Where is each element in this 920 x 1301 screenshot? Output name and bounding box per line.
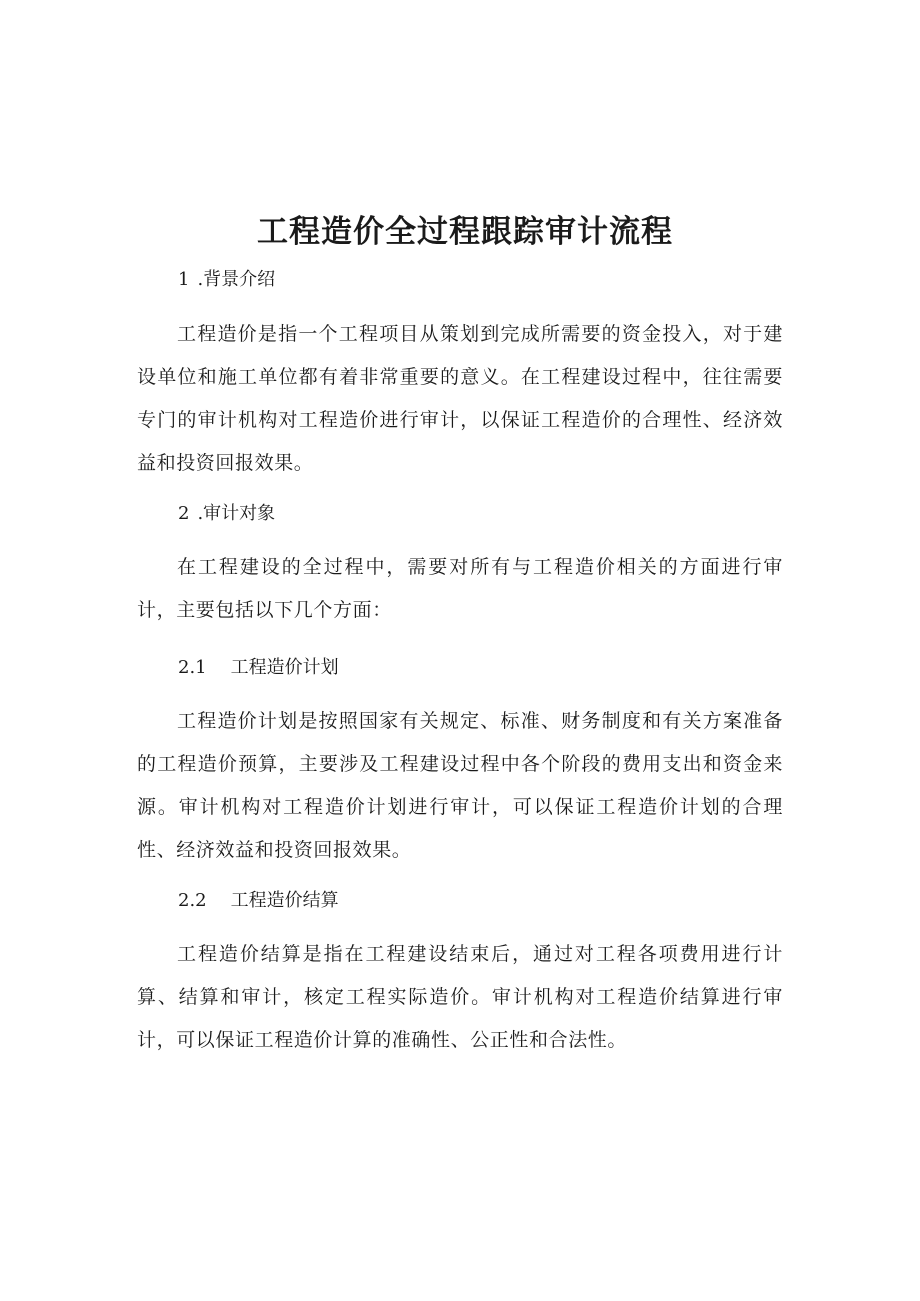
section-paragraph-1: 工程造价是指一个工程项目从策划到完成所需要的资金投入，对于建设单位和施工单位都有着非常重要的意义。在工程建设过程中，往往需要专门的审计机构对工程造价进行审计，以保证工程造价的合理性、经济效益和投资回报效果。 [137,323,783,474]
subsection-number: 2.2 [178,890,207,911]
subsection-paragraph-2-2: 工程造价结算是指在工程建设结束后，通过对工程各项费用进行计算、结算和审计，核定工程实际造价。审计机构对工程造价结算进行审计，可以保证工程造价计算的准确性、公正性和合法性。 [137,943,783,1051]
section-heading-1 [178,266,275,294]
subsection-number: 2.1 [178,657,207,678]
section-title: .背景介绍 [197,269,276,290]
subsection-heading-2-2 [178,887,339,915]
section-paragraph-2: 在工程建设的全过程中，需要对所有与工程造价相关的方面进行审计，主要包括以下几个方面： [137,556,783,621]
section-number: 2 [178,503,190,524]
section-title: .审计对象 [197,503,276,524]
section-number: 1 [178,269,190,290]
document-title: 工程造价全过程跟踪审计流程 [257,214,673,250]
subsection-paragraph-2-1: 工程造价计划是按照国家有关规定、标准、财务制度和有关方案准备的工程造价预算，主要涉及工程建设过程中各个阶段的费用支出和资金来源。审计机构对工程造价计划进行审计，可以保证工程造价计划的合理性、经济效益和投资回报效果。 [137,710,783,861]
section-heading-2 [178,500,275,528]
subsection-heading-2-1 [178,654,339,682]
subsection-title: 工程造价计划 [230,657,339,678]
subsection-title: 工程造价结算 [230,890,339,911]
